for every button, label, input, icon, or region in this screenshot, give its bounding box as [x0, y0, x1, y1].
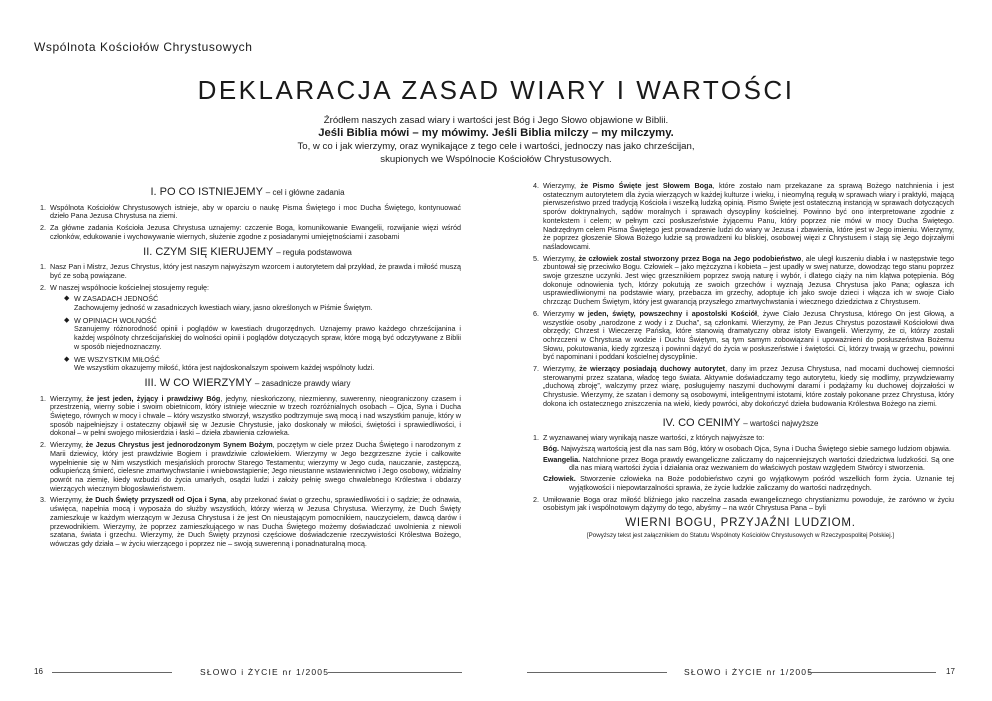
section-3-list-a: [34, 395, 461, 549]
diamond-bullet-icon: ◆: [64, 316, 70, 324]
value-item: Człowiek. Stworzenie człowieka na Boże podobieństwo czyni go wyjątkowym pośród wszelkich form życia. Uznanie tej wyjątkowości i niepowtarzalności sprawia, że życie ludzkie zaliczamy do wartości nadrzędnych.: [543, 474, 954, 492]
left-page-number: 16: [34, 667, 43, 676]
list-item: 7. Wierzymy, że wierzący posiadają duchowy autorytet, dany im przez Jezusa Chrystusa, nad mocami duchowej ciemności sterowanymi przez szatana, władcę tego świata. Aktywnie doświadczamy tego autorytetu, kiedy się modlimy, przywdziewamy „duchową zbroję”, walczymy przez wiarę, posługujemy naszymi duchowymi darami i podążamy ku duchowej dojrzałości w Chrystusie. Wierzymy, że szatan i demony są osobowymi, inteligentnymi istotami, które zostały pokonane przez Chrystusa, który dokona ich ostatecznego zniszczenia na wieki, kiedy powróci, aby dokończyć dzieła budowania Królestwa Bożego na ziemi.: [541, 365, 954, 409]
section-4-list: [527, 434, 954, 513]
footer-rule: [527, 672, 667, 673]
intro-line-3: To, w co i jak wierzymy, oraz wynikające z tego cele i wartości, jednoczy nas jako chrześcijan,: [297, 141, 695, 152]
closing-motto: WIERNI BOGU, PRZYJAŹNI LUDZIOM.: [625, 516, 856, 529]
list-item: 1. Wierzymy, że jest jeden, żyjący i prawdziwy Bóg, jedyny, nieskończony, niezmienny, suwerenny, nieograniczony czasem i przestrzenią, wierny sobie i swoim obietnicom, który istnieje wiecznie w trzech rozróżnialnych osobach – Ojca, Syna i Ducha Świętego, równych w mocy i chwale – który wszystko stworzył, wszystko podtrzymuje swą mocą i nad wszystkim panuje, który w sposób najpełniejszy i ostateczny objawił się w Jezusie Chrystusie, jako doskonały w miłości, świętości i sprawiedliwości, i dokonał – w pełni swojego miłosierdzia i łaski – dzieła zbawienia człowieka.: [48, 395, 461, 439]
section-1-list: [34, 204, 461, 242]
list-item: 2. W naszej wspólnocie kościelnej stosujemy regułę: ◆ W ZASADACH JEDNOŚĆ Zachowujemy jedność w zasadniczych kwestiach wiary, jasno określonych w Piśmie Świętym. ◆ W OPINIACH WOLNOŚĆ Szanujemy różnorodność opinii i poglądów w kwestiach drugorzędnych. Uznajemy prawo każdego chrześcijanina i każdej wspólnoty chrześcijańskiej do wolności opinii i poglądów dotyczących spraw, które mogą być odczytywane z Biblii w sposób niejednoznaczny. ◆ WE WSZYSTKIM MIŁOŚĆ We wszystkim okazujemy miłość, która jest najdoskonalszym spoiwem każdej wspólnoty ludzi.: [48, 284, 461, 373]
section-3-heading: III. W CO WIERZYMY – zasadnicze prawdy wiary: [144, 376, 351, 389]
left-column: [34, 182, 461, 552]
left-journal-title: SŁOWO i ŻYCIE nr 1/2005: [200, 667, 330, 677]
list-item: 3. Wierzymy, że Duch Święty przyszedł od Ojca i Syna, aby przekonać świat o grzechu, sprawiedliwości i o sądzie; że odnawia, uświęca, napełnia mocą i wyposaża do służby wszystkich, którzy wierzą w Jezusa Chrystusa. Wierzymy, że Duch Święty zamieszkuje w każdym wierzącym w Jezusa Chrystusa i że jest On nieustającym pomocnikiem, nauczycielem, dawcą darów i przewodnikiem. Wierzymy, że poprzez zamieszkującego w nas Ducha Świętego możemy doświadczać uwolnienia z niewoli szatana, świata i grzechu. Wierzymy, że Duch Święty przynosi częściowe doświadczenie rzeczywistości Królestwa Bożego, wówczas gdy działa – w życiu wierzącego i poprzez nie – swoją suwerenną i ponadnaturalną mocą.: [48, 496, 461, 548]
intro-line-1: Źródłem naszych zasad wiary i wartości jest Bóg i Jego Słowo objawione w Biblii.: [323, 115, 669, 126]
list-item: 5. Wierzymy, że człowiek został stworzony przez Boga na Jego podobieństwo, ale uległ kuszeniu diabła i w następstwie tego zbuntował się przeciwko Bogu. Człowiek – jako mężczyzna i kobieta – jest upadły w swej naturze, dowodząc tego stanu poprzez swoje grzeszne uczynki. Jest więc grzesznikiem poprzez swoją naturę i wybór, i dlatego ciąży na nim klątwa potępienia. Bóg dokonuje odnowienia tych, którzy pokutują ze swoich grzechów i wyznają Jezusa Chrystusa jako Pana; ogłasza ich usprawiedliwionymi na podstawie wiary, przebacza im grzechy, adoptuje ich jako swoje dzieci i włącza ich w swoje Ciało chrzcząc Duchem Świętym, który jest gwarancją przyszłego zmartwychwstania i wiecznego dziedzictwa z Chrystusem.: [541, 255, 954, 307]
section-2-heading: II. CZYM SIĘ KIERUJEMY – reguła podstawowa: [143, 245, 352, 258]
intro: [196, 114, 796, 166]
values-list: [543, 445, 954, 493]
list-item: 6. Wierzymy w jeden, święty, powszechny i apostolski Kościół, żywe Ciało Jezusa Chrystusa, którego On jest Głową, a wszystkie osoby „narodzone z wody i z Ducha”, są członkami. Wierzymy, że Pan Jezus Chrystus pozostawił Kościołowi dwa obrzędy; Chrzest i Wieczerzę Pańską, które stanowią dramatyczny obraz istoty Ewangelii. Wierzymy, że ci, którzy zostali ochrzczeni w Chrystusa w wodzie i Duchu Świętym, są tym samym zobowiązani i upoważnieni do posłuszeństwa Bożemu Słowu, pokutowania, kiedy zgrzeszą i powinni dążyć do życia w posłuszeństwie i świętości. Ci, którzy trwają w grzechu, powinni być napominani i poddani kościelnej dyscyplinie.: [541, 310, 954, 362]
list-item: 1. Wspólnota Kościołów Chrystusowych istnieje, aby w oparciu o naukę Pisma Świętego i moc Ducha Świętego, kontynuować dzieło Pana Jezusa Chrystusa na ziemi.: [48, 204, 461, 221]
list-item: 2. Umiłowanie Boga oraz miłość bliźniego jako naczelna zasada ewangelicznego chrystianizmu powoduje, że zarówno w życiu osobistym jak i wspólnotowym dążymy do tego, abyśmy – na wzór Chrystusa Pana – byli: [541, 496, 954, 513]
section-4-heading: IV. CO CENIMY – wartości najwyższe: [662, 416, 819, 429]
section-3-list-b: [527, 182, 954, 409]
right-page-number: 17: [946, 667, 955, 676]
list-item: 1. Z wyznawanej wiary wynikają nasze wartości, z których najwyższe to: Bóg. Najwyższą wartością jest dla nas sam Bóg, który w osobach Ojca, Syna i Ducha Świętego siebie samego ludziom objawia. Ewangelia. Natchnione przez Boga prawdy ewangeliczne zaliczamy do najcenniejszych wartości dziedzictwa ludzkości. Są one dla nas miarą wartości życia i działania oraz wezwaniem do właściwych postaw względem Stwórcy i stworzenia. Człowiek. Stworzenie człowieka na Boże podobieństwo czyni go wyjątkowym pośród wszelkich form życia. Uznanie tej wyjątkowości i niepowtarzalności sprawia, że życie ludzkie zaliczamy do wartości nadrzędnych.: [541, 434, 954, 492]
rule-item: ◆ WE WSZYSTKIM MIŁOŚĆ We wszystkim okazujemy miłość, która jest najdoskonalszym spoiwem każdej wspólnoty ludzi.: [64, 354, 375, 373]
footer-rule: [328, 672, 462, 673]
organization-name: Wspólnota Kościołów Chrystusowych: [34, 40, 253, 54]
list-item: 4. Wierzymy, że Pismo Święte jest Słowem Boga, które zostało nam przekazane za sprawą Bożego natchnienia i jest ostatecznym autorytetem dla życia wierzących w każdej kulturze i wieku, i nieomylną regułą w sprawach wiary i praktyki, mającą pierwszeństwo przed tradycją Kościoła i wszelką ludzką opinią. Pismo Święte jest ostateczną instancją w sprawach dotyczących sporów doktrynalnych, sądów moralnych i sprawach dyscypliny kościelnej. Powinno być ono interpretowane zgodnie z kontekstem i celem; w pełnym czci posłuszeństwie żyjącemu Panu, który poprzez nie mówi w mocy Ducha Świętego. Nadrzędnym celem Pisma Świętego jest prowadzenie ludzi do wiary w Jezusa i zbawienia, które jest w Jego imieniu. Wierzymy, że poprzez głoszenie Słowa Bożego ludzie są prowadzeni ku bliskiej, osobowej więzi z Chrystusem i stają się Jego dojrzałymi naśladowcami.: [541, 182, 954, 252]
list-item: 2. Za główne zadania Kościoła Jezusa Chrystusa uznajemy: czczenie Boga, komunikowanie Ewangelii, rozwijanie więzi wśród członków, edukowanie i wychowywanie wiernych, służenie zgodne z posiadanymi umiejętnościami i zasobami: [48, 224, 461, 241]
section-1-heading: I. PO CO ISTNIEJEMY – cel i główne zadania: [150, 186, 345, 198]
value-item: Bóg. Najwyższą wartością jest dla nas sam Bóg, który w osobach Ojca, Syna i Ducha Świętego siebie samego ludziom objawia.: [543, 443, 951, 453]
rules-list: [50, 295, 461, 373]
rule-item: ◆ W ZASADACH JEDNOŚĆ Zachowujemy jedność w zasadniczych kwestiach wiary, jasno określonych w Piśmie Świętym.: [64, 294, 373, 313]
rule-item: ◆ W OPINIACH WOLNOŚĆ Szanujemy różnorodność opinii i poglądów w kwestiach drugorzędnych. Uznajemy prawo każdego chrześcijanina i każdej wspólnoty chrześcijańskiej do wolności opinii i poglądów dotyczących spraw, które mogą być odczytywane z Biblii w sposób niejednoznaczny.: [64, 315, 461, 351]
page-title: DEKLARACJA ZASAD WIARY I WARTOŚCI: [197, 75, 795, 105]
intro-motto: Jeśli Biblia mówi – my mówimy. Jeśli Biblia milczy – my milczymy.: [318, 127, 674, 139]
value-item: Ewangelia. Natchnione przez Boga prawdy ewangeliczne zaliczamy do najcenniejszych wartości dziedzictwa ludzkości. Są one dla nas miarą wartości życia i działania oraz wezwaniem do właściwych postaw względem Stwórcy i stworzenia.: [543, 454, 954, 473]
section-2-list: [34, 263, 461, 373]
diamond-bullet-icon: ◆: [64, 355, 70, 363]
right-journal-title: SŁOWO i ŻYCIE nr 1/2005: [684, 667, 814, 677]
right-column: [527, 182, 954, 540]
footer-rule: [52, 672, 172, 673]
list-item: 1. Nasz Pan i Mistrz, Jezus Chrystus, który jest naszym najwyższym wzorcem i autorytetem dał przykład, że prawda i miłość muszą być ze sobą powiązane.: [48, 263, 461, 280]
statute-note: [Powyższy tekst jest załącznikiem do Statutu Wspólnoty Kościołów Chrystusowych w Rzeczypospolitej Polskiej.]: [586, 531, 895, 539]
diamond-bullet-icon: ◆: [64, 295, 70, 303]
footer-rule: [808, 672, 936, 673]
intro-line-4: skupionych we Wspólnocie Kościołów Chrystusowych.: [380, 154, 612, 165]
list-item: 2. Wierzymy, że Jezus Chrystus jest jednorodzonym Synem Bożym, poczętym w ciele przez Ducha Świętego i narodzonym z Marii dziewicy, który jest prawdziwie Bogiem i prawdziwie człowiekiem. Wierzymy w Jego bezgrzeszne życie i całkowite wypełnienie się w Nim wszystkich mesjańskich proroctw Starego Testamentu; wierzymy w Jego cuda, nauczanie, zastępczą, odkupieńczą śmierć, cielesne zmartwychwstanie i wniebowstąpienie; Jego nieustanne wstawiennictwo i Jego osobowy, widzialny powrót na ziemię, kiedy wzbudzi do życia umarłych, osądzi ludzi i założy pełnię swego chwalebnego Królestwa i obdarzy wierzących wiecznym błogosławieństwem.: [48, 441, 461, 493]
